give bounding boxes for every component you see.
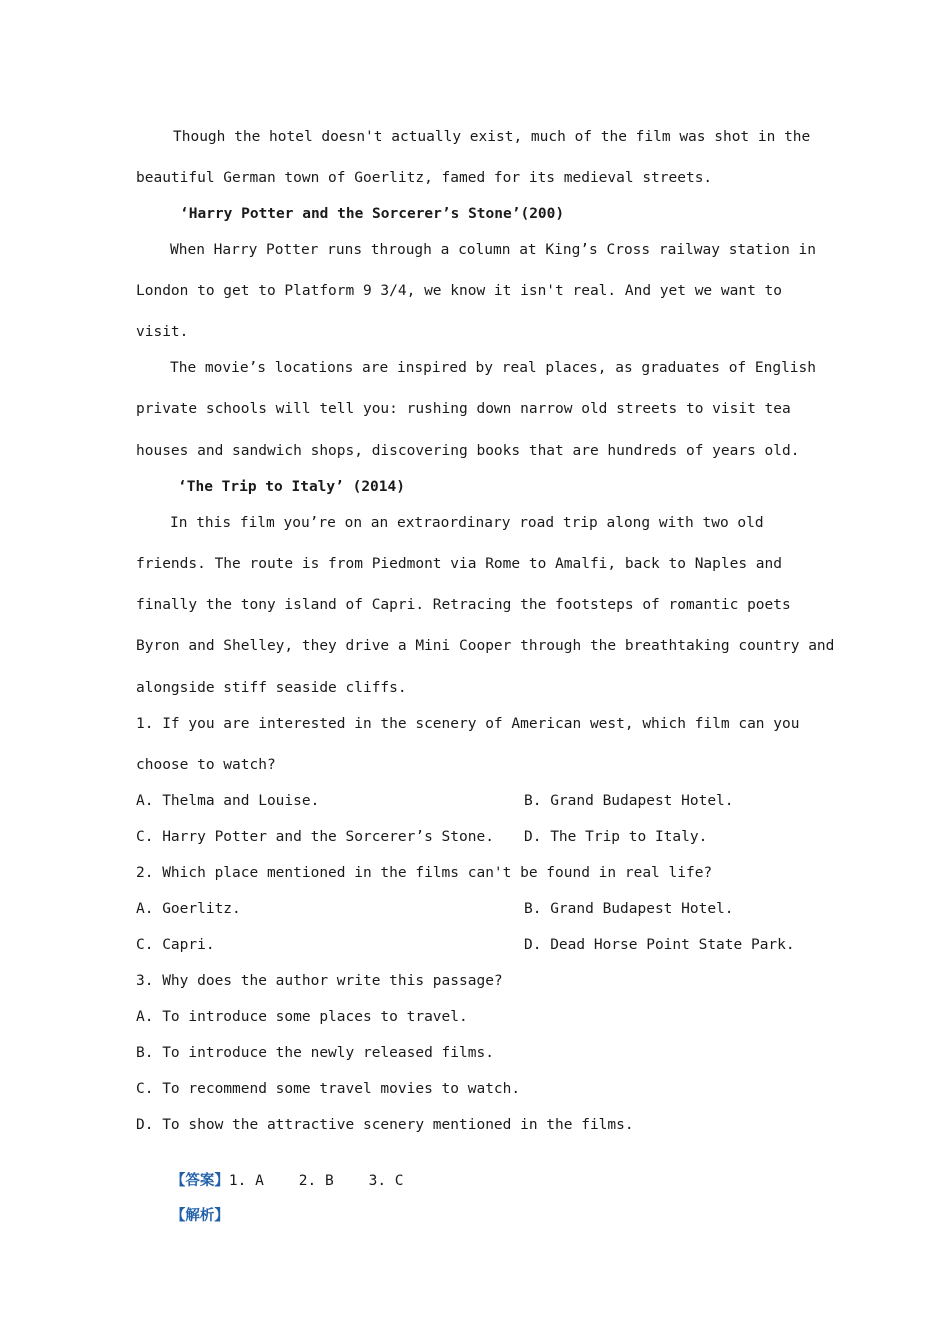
question-stem: 1. If you are interested in the scenery of American west, which film can you	[136, 716, 800, 732]
section-heading-harry-potter: ‘Harry Potter and the Sorcerer’s Stone’(200)	[180, 206, 565, 222]
option-a: A. To introduce some places to travel.	[136, 1009, 468, 1025]
paragraph-line: visit.	[136, 324, 189, 340]
paragraph-line: alongside stiff seaside cliffs.	[136, 680, 407, 696]
question-stem: 3. Why does the author write this passage?	[136, 973, 503, 989]
question-stem: choose to watch?	[136, 757, 276, 773]
paragraph-line: London to get to Platform 9 3/4, we know it isn't real. And yet we want to	[136, 283, 783, 299]
paragraph-line: houses and sandwich shops, discovering books that are hundreds of years old.	[136, 443, 800, 459]
option-d: D. To show the attractive scenery mentioned in the films.	[136, 1117, 634, 1133]
section-heading-trip-to-italy: ‘The Trip to Italy’ (2014)	[178, 479, 405, 495]
option-d: D. Dead Horse Point State Park.	[524, 937, 795, 953]
option-c: C. Harry Potter and the Sorcerer’s Stone.	[136, 829, 494, 845]
option-d: D. The Trip to Italy.	[524, 829, 708, 845]
paragraph-line: Though the hotel doesn't actually exist, much of the film was shot in the	[173, 129, 811, 145]
option-b: B. Grand Budapest Hotel.	[524, 793, 734, 809]
paragraph-line: private schools will tell you: rushing down narrow old streets to visit tea	[136, 401, 791, 417]
paragraph-line: When Harry Potter runs through a column at King’s Cross railway station in	[170, 242, 817, 258]
option-c: C. Capri.	[136, 937, 215, 953]
option-a: A. Thelma and Louise.	[136, 793, 320, 809]
paragraph-line: The movie’s locations are inspired by real places, as graduates of English	[170, 360, 817, 376]
option-b: B. To introduce the newly released films.	[136, 1045, 494, 1061]
option-c: C. To recommend some travel movies to watch.	[136, 1081, 521, 1097]
answer-tag: 【答案】	[170, 1173, 229, 1189]
paragraph-line: friends. The route is from Piedmont via Rome to Amalfi, back to Naples and	[136, 556, 783, 572]
paragraph-line: beautiful German town of Goerlitz, famed for its medieval streets.	[136, 170, 713, 186]
question-stem: 2. Which place mentioned in the films can't be found in real life?	[136, 865, 713, 881]
analysis-tag: 【解析】	[170, 1208, 229, 1224]
answer-text: 1. A 2. B 3. C	[228, 1173, 404, 1189]
paragraph-line: Byron and Shelley, they drive a Mini Cooper through the breathtaking country and	[136, 638, 835, 654]
paragraph-line: finally the tony island of Capri. Retracing the footsteps of romantic poets	[136, 597, 791, 613]
option-b: B. Grand Budapest Hotel.	[524, 901, 734, 917]
paragraph-line: In this film you’re on an extraordinary road trip along with two old	[170, 515, 764, 531]
analysis-line	[136, 1186, 229, 1246]
option-a: A. Goerlitz.	[136, 901, 241, 917]
